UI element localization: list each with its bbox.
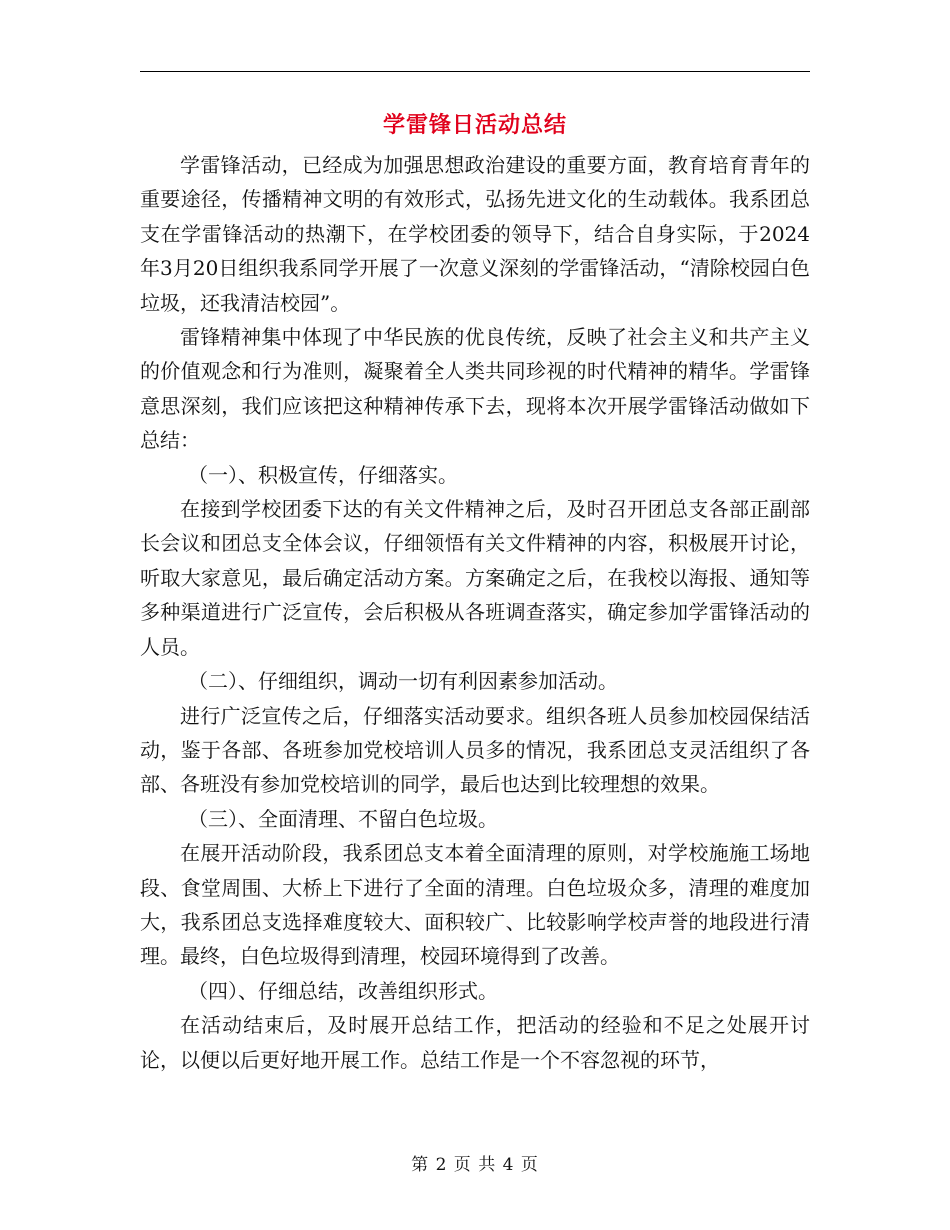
section-heading-2: （二）、仔细组织，调动一切有利因素参加活动。 [188, 669, 618, 694]
paragraph-section-4: 在活动结束后，及时展开总结工作，把活动的经验和不足之处展开讨论，以便以后更好地开展工作。总结工作是一个不容忽视的环节， [140, 1013, 810, 1072]
paragraph-spirit: 雷锋精神集中体现了中华民族的优良传统，反映了社会主义和共产主义的价值观念和行为准则，凝聚着全人类共同珍视的时代精神的精华。学雷锋意思深刻，我们应该把这种精神传承下去，现将本次开展学雷锋活动做如下总结： [140, 325, 810, 453]
paragraph-section-3: 在展开活动阶段，我系团总支本着全面清理的原则，对学校施施工场地段、食堂周围、大桥上下进行了全面的清理。白色垃圾众多，清理的难度加大，我系团总支选择难度较大、面积较广、比较影响学校声誉的地段进行清理。最终，白色垃圾得到清理，校园环境得到了改善。 [140, 841, 810, 969]
paragraph-section-2: 进行广泛宣传之后，仔细落实活动要求。组织各班人员参加校园保结活动，鉴于各部、各班参加党校培训人员多的情况，我系团总支灵活组织了各部、各班没有参加党校培训的同学，最后也达到比较理想的效果。 [140, 703, 810, 797]
document-title: 学雷锋日活动总结 [382, 112, 567, 138]
header-rule [140, 71, 810, 72]
paragraph-intro: 学雷锋活动，已经成为加强思想政治建设的重要方面，教育培育青年的重要途径，传播精神文明的有效形式，弘扬先进文化的生动载体。我系团总支在学雷锋活动的热潮下，在学校团委的领导下，结合自身实际，于2024年3月20日组织我系同学开展了一次意义深刻的学雷锋活动，“清除校园白色垃圾，还我清洁校园”。 [140, 153, 810, 315]
page-number-footer: 第 2 页 共 4 页 [411, 1155, 539, 1175]
section-heading-1: （一）、积极宣传，仔细落实。 [188, 462, 458, 487]
paragraph-section-1: 在接到学校团委下达的有关文件精神之后，及时召开团总支各部正副部长会议和团总支全体会议，仔细领悟有关文件精神的内容，积极展开讨论，听取大家意见，最后确定活动方案。方案确定之后，在我校以海报、通知等多种渠道进行广泛宣传，会后积极从各班调查落实，确定参加学雷锋活动的人员。 [140, 497, 810, 659]
document-body [140, 148, 810, 1077]
section-heading-4: （四）、仔细总结，改善组织形式。 [188, 978, 498, 1003]
section-heading-3: （三）、全面清理、不留白色垃圾。 [188, 806, 498, 831]
